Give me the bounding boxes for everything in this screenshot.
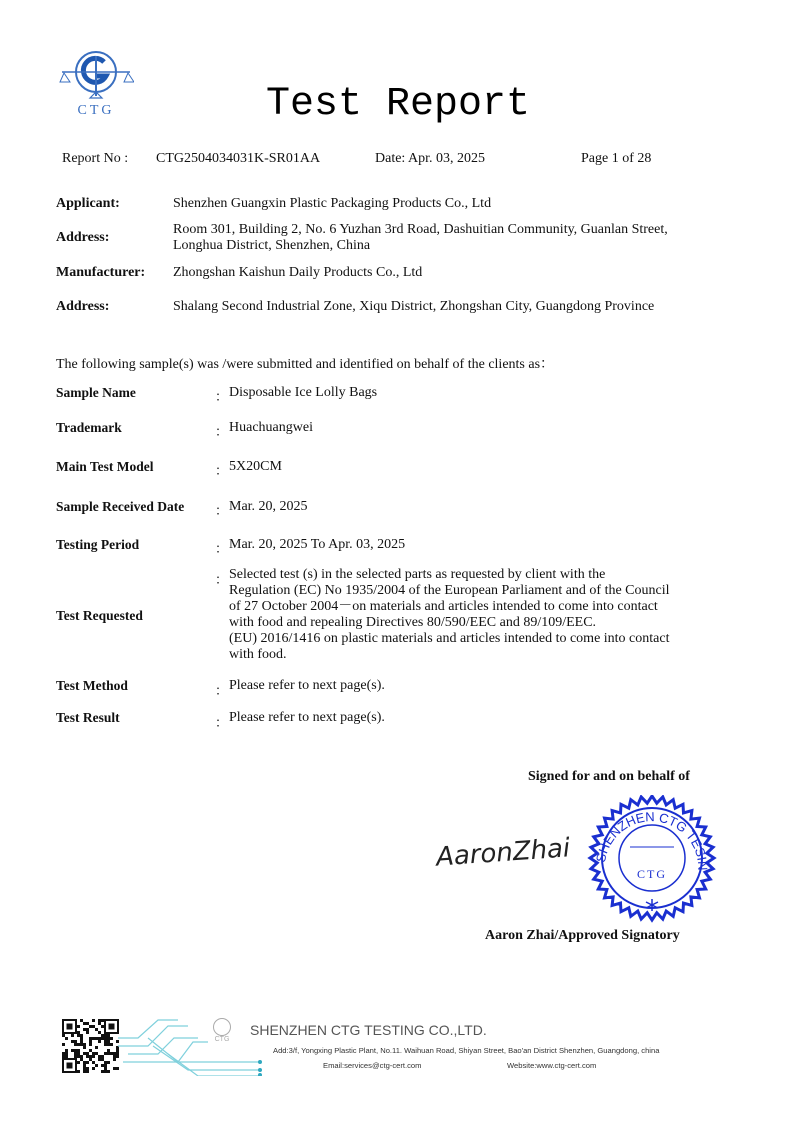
intro-text: The following sample(s) was /were submitted and identified on behalf of the clients as： xyxy=(56,357,555,372)
trademark-value: Huachuangwei xyxy=(229,420,313,435)
test-requested-line: with food and repealing Directives 80/590/EEC and 89/109/EEC. xyxy=(229,615,597,630)
signed-for-text: Signed for and on behalf of xyxy=(528,769,690,784)
qr-code xyxy=(62,1018,119,1074)
qr-module xyxy=(104,1040,107,1043)
qr-module xyxy=(62,1043,65,1046)
qr-module xyxy=(86,1052,89,1055)
qr-module xyxy=(71,1049,74,1052)
qr-finder-center xyxy=(109,1024,115,1030)
test-requested-line: (EU) 2016/1416 on plastic materials and articles intended to come into contact xyxy=(229,631,670,646)
footer-logo xyxy=(208,1018,236,1043)
qr-module xyxy=(80,1037,83,1040)
colon: ： xyxy=(215,541,229,556)
qr-module xyxy=(107,1034,110,1037)
qr-module xyxy=(101,1034,104,1037)
colon: ： xyxy=(215,715,229,730)
applicant-value: Shenzhen Guangxin Plastic Packaging Products Co., Ltd xyxy=(173,196,492,211)
qr-module xyxy=(101,1070,104,1073)
qr-module xyxy=(104,1064,107,1067)
qr-module xyxy=(92,1052,95,1055)
colon: ： xyxy=(215,683,229,698)
qr-module xyxy=(92,1055,95,1058)
signatory-text: Aaron Zhai/Approved Signatory xyxy=(485,928,680,943)
qr-module xyxy=(95,1046,98,1049)
page-number: Page 1 of 28 xyxy=(581,151,652,166)
qr-module xyxy=(89,1040,92,1043)
qr-module xyxy=(77,1049,80,1052)
sample-name-value: Disposable Ice Lolly Bags xyxy=(229,385,378,400)
test-method-label: Test Method xyxy=(56,678,128,693)
test-result-label: Test Result xyxy=(56,710,120,725)
qr-module xyxy=(110,1052,113,1055)
footer-logo-icon xyxy=(213,1018,231,1036)
qr-module xyxy=(83,1070,86,1073)
testing-period-value: Mar. 20, 2025 To Apr. 03, 2025 xyxy=(229,537,406,552)
qr-module xyxy=(113,1058,116,1061)
qr-module xyxy=(80,1040,83,1043)
applicant-address-line2: Longhua District, Shenzhen, China xyxy=(173,238,371,253)
qr-module xyxy=(89,1049,92,1052)
manufacturer-address-label: Address: xyxy=(56,299,110,314)
qr-module xyxy=(104,1052,107,1055)
report-date: Date: Apr. 03, 2025 xyxy=(375,151,486,166)
qr-module xyxy=(95,1028,98,1031)
qr-module xyxy=(104,1037,107,1040)
qr-module xyxy=(101,1055,104,1058)
test-requested-line: Regulation (EC) No 1935/2004 of the European Parliament and of the Council xyxy=(229,583,670,598)
qr-module xyxy=(107,1061,110,1064)
qr-module xyxy=(98,1031,101,1034)
qr-module xyxy=(62,1034,65,1037)
colon: ： xyxy=(215,389,229,404)
qr-module xyxy=(77,1055,80,1058)
qr-module xyxy=(86,1070,89,1073)
qr-module xyxy=(92,1025,95,1028)
main-test-model-value: 5X20CM xyxy=(229,459,282,474)
qr-finder-center xyxy=(67,1063,73,1069)
qr-module xyxy=(83,1046,86,1049)
report-no: CTG2504034031K-SR01AA xyxy=(156,151,321,166)
qr-finder-center xyxy=(67,1024,73,1030)
qr-module xyxy=(113,1052,116,1055)
manufacturer-label: Manufacturer: xyxy=(56,265,146,280)
colon: ： xyxy=(215,503,229,518)
qr-module xyxy=(98,1037,101,1040)
qr-module xyxy=(77,1070,80,1073)
qr-module xyxy=(77,1061,80,1064)
qr-module xyxy=(104,1067,107,1070)
colon: ： xyxy=(215,463,229,478)
qr-module xyxy=(107,1037,110,1040)
qr-module xyxy=(62,1052,65,1055)
sample-name-label: Sample Name xyxy=(56,385,136,400)
qr-module xyxy=(98,1055,101,1058)
qr-module xyxy=(98,1022,101,1025)
qr-module xyxy=(80,1034,83,1037)
qr-module xyxy=(89,1037,92,1040)
qr-module xyxy=(92,1019,95,1022)
qr-module xyxy=(62,1055,65,1058)
footer-address: Add:3/f, Yongxing Plastic Plant, No.11. Waihuan Road, Shiyan Street, Bao'an District Shenzhen, Guangdong, china xyxy=(273,1046,660,1055)
colon: ： xyxy=(215,572,229,587)
trademark-label: Trademark xyxy=(56,420,122,435)
footer-company: SHENZHEN CTG TESTING CO.,LTD. xyxy=(250,1022,487,1038)
qr-module xyxy=(83,1052,86,1055)
handwritten-signature: AaronZhai xyxy=(435,833,572,873)
test-result-value: Please refer to next page(s). xyxy=(229,710,385,725)
qr-module xyxy=(77,1043,80,1046)
page-title: Test Report xyxy=(266,82,531,127)
qr-module xyxy=(74,1043,77,1046)
applicant-address-line1: Room 301, Building 2, No. 6 Yuzhan 3rd Road, Dashuitian Community, Guanlan Street, xyxy=(173,222,668,237)
main-test-model-label: Main Test Model xyxy=(56,459,154,474)
qr-module xyxy=(86,1067,89,1070)
qr-module xyxy=(74,1049,77,1052)
qr-module xyxy=(83,1022,86,1025)
qr-module xyxy=(83,1061,86,1064)
qr-module xyxy=(80,1043,83,1046)
qr-module xyxy=(86,1028,89,1031)
qr-module xyxy=(65,1052,68,1055)
logo-text: CTG xyxy=(77,103,115,118)
qr-module xyxy=(89,1043,92,1046)
seal-star-icon xyxy=(646,899,658,911)
qr-module xyxy=(71,1034,74,1037)
qr-module xyxy=(86,1031,89,1034)
qr-module xyxy=(74,1055,77,1058)
qr-module xyxy=(95,1052,98,1055)
qr-module xyxy=(104,1070,107,1073)
qr-module xyxy=(77,1052,80,1055)
seal-center-text: CTG xyxy=(637,867,667,881)
qr-module xyxy=(71,1040,74,1043)
qr-module xyxy=(86,1022,89,1025)
company-seal xyxy=(540,795,720,925)
applicant-address-label: Address: xyxy=(56,230,110,245)
test-requested-line: of 27 October 2004－on materials and articles intended to come into contact xyxy=(229,599,658,614)
qr-module xyxy=(104,1043,107,1046)
qr-module xyxy=(89,1058,92,1061)
qr-module xyxy=(83,1043,86,1046)
qr-module xyxy=(89,1025,92,1028)
qr-module xyxy=(107,1043,110,1046)
qr-module xyxy=(113,1067,116,1070)
qr-module xyxy=(104,1061,107,1064)
qr-module xyxy=(74,1052,77,1055)
seal-ring-text: SHENZHEN CTG TESIN xyxy=(593,809,711,871)
qr-module xyxy=(107,1040,110,1043)
qr-module xyxy=(95,1064,98,1067)
qr-module xyxy=(104,1034,107,1037)
manufacturer-value: Zhongshan Kaishun Daily Products Co., Ltd xyxy=(173,265,423,280)
footer-website: Website:www.ctg-cert.com xyxy=(507,1061,597,1070)
received-date-value: Mar. 20, 2025 xyxy=(229,499,308,514)
qr-module xyxy=(98,1058,101,1061)
qr-module xyxy=(83,1067,86,1070)
qr-module xyxy=(101,1019,104,1022)
report-no-label: Report No : xyxy=(62,151,129,166)
qr-module xyxy=(83,1064,86,1067)
footer-logo-text: CTG xyxy=(214,1036,230,1043)
ctg-logo xyxy=(58,46,134,122)
test-requested-value xyxy=(229,567,670,663)
qr-module xyxy=(98,1019,101,1022)
qr-module xyxy=(95,1037,98,1040)
qr-module xyxy=(77,1025,80,1028)
qr-module xyxy=(101,1058,104,1061)
qr-module xyxy=(92,1037,95,1040)
qr-module xyxy=(74,1040,77,1043)
qr-module xyxy=(86,1061,89,1064)
qr-module xyxy=(107,1049,110,1052)
qr-module xyxy=(110,1043,113,1046)
qr-module xyxy=(83,1028,86,1031)
qr-module xyxy=(101,1037,104,1040)
qr-module xyxy=(101,1064,104,1067)
test-requested-line: Selected test (s) in the selected parts as requested by client with the xyxy=(229,567,606,582)
qr-module xyxy=(80,1058,83,1061)
qr-module xyxy=(65,1055,68,1058)
colon: ： xyxy=(215,424,229,439)
qr-module xyxy=(107,1070,110,1073)
qr-module xyxy=(86,1055,89,1058)
applicant-label: Applicant: xyxy=(56,196,120,211)
qr-module xyxy=(92,1061,95,1064)
qr-module xyxy=(80,1019,83,1022)
qr-module xyxy=(65,1049,68,1052)
qr-module xyxy=(113,1055,116,1058)
qr-module xyxy=(77,1034,80,1037)
qr-module xyxy=(77,1031,80,1034)
test-method-value: Please refer to next page(s). xyxy=(229,678,385,693)
qr-module xyxy=(110,1037,113,1040)
qr-module xyxy=(98,1040,101,1043)
footer-email: Email:services@ctg-cert.com xyxy=(323,1061,422,1070)
qr-module xyxy=(101,1025,104,1028)
testing-period-label: Testing Period xyxy=(56,537,140,552)
test-requested-label: Test Requested xyxy=(56,608,143,623)
qr-module xyxy=(80,1055,83,1058)
qr-module xyxy=(65,1037,68,1040)
test-requested-line: with food. xyxy=(229,647,287,662)
manufacturer-address-value: Shalang Second Industrial Zone, Xiqu District, Zhongshan City, Guangdong Province xyxy=(173,299,655,314)
circuit-decoration xyxy=(118,1018,268,1076)
received-date-label: Sample Received Date xyxy=(56,499,185,514)
qr-module xyxy=(107,1052,110,1055)
qr-module xyxy=(92,1067,95,1070)
qr-module xyxy=(89,1055,92,1058)
